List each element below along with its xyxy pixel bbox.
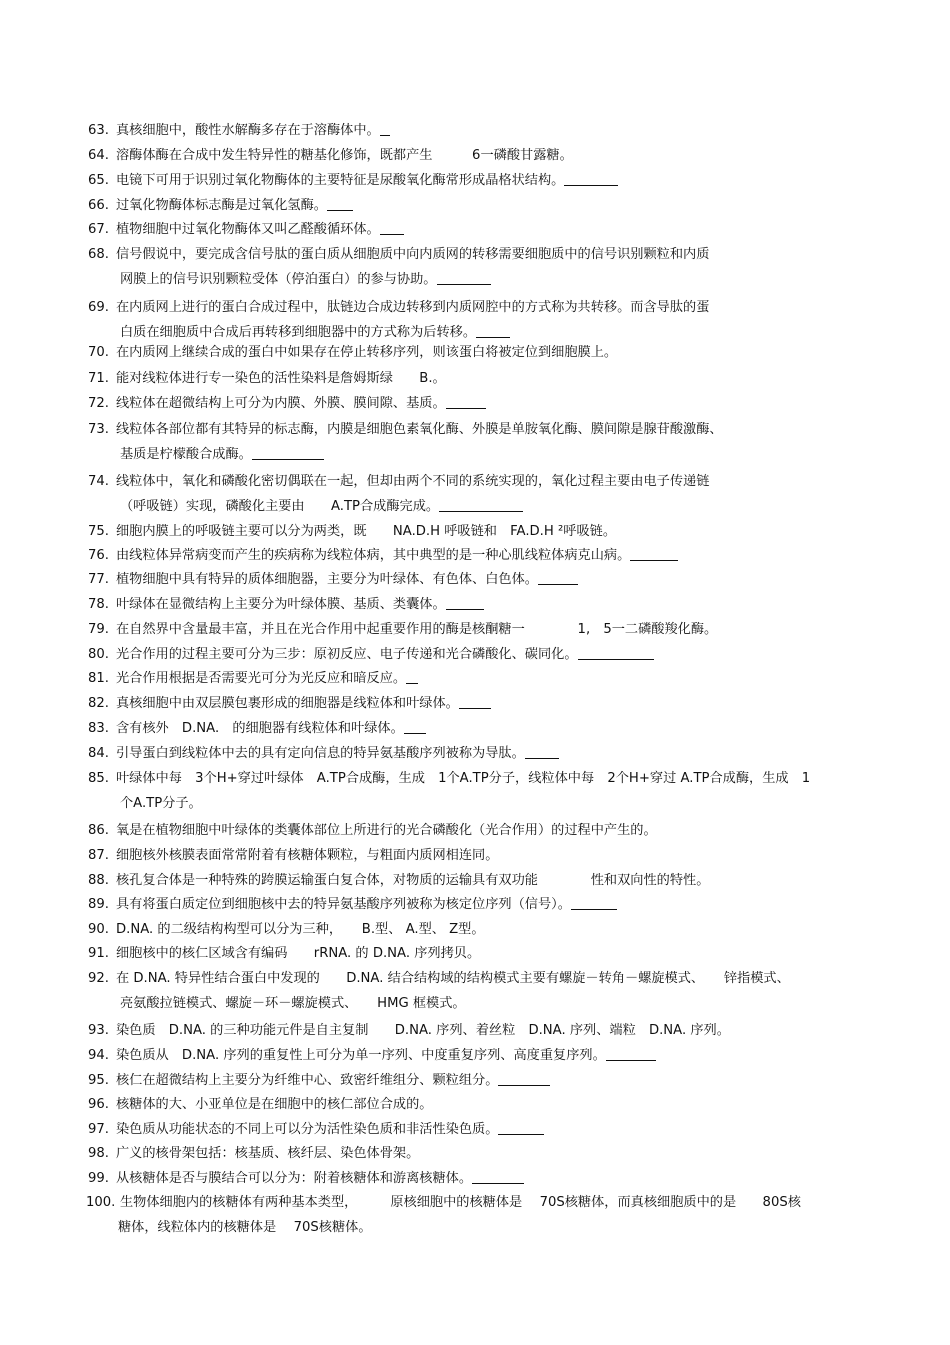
list-item <box>88 691 878 716</box>
item-text: 电镜下可用于识别过氧化物酶体的主要特征是尿酸氧化酶常形成晶格状结构。 <box>116 173 565 188</box>
item-number: 90. <box>88 922 109 937</box>
item-number: 95. <box>88 1073 109 1088</box>
list-item <box>88 340 878 365</box>
list-item <box>88 143 878 168</box>
item-text: 具有将蛋白质定位到细胞核中去的特异氨基酸序列被称为核定位序列（信号）。 <box>116 897 571 912</box>
item-text: 真核细胞中由双层膜包裹形成的细胞器是线粒体和叶绿体。 <box>116 696 459 711</box>
item-text: 生物体细胞内的核糖体有两种基本类型， 原核细胞中的核糖体是 70S核糖体，而真核细胞质中的是 80S核 <box>120 1195 801 1210</box>
item-number: 70. <box>88 345 109 360</box>
list-item <box>88 892 878 917</box>
item-text: 线粒体中，氧化和磷酸化密切偶联在一起，但却由两个不同的系统实现的，氧化过程主要由电子传递链 <box>116 474 710 489</box>
item-number: 73. <box>88 422 109 437</box>
list-item <box>88 716 878 741</box>
item-number: 88. <box>88 873 109 888</box>
item-text: 从核糖体是否与膜结合可以分为：附着核糖体和游离核糖体。 <box>116 1171 473 1186</box>
item-number: 100. <box>86 1195 116 1210</box>
item-text: 真核细胞中，酸性水解酶多存在于溶酶体中。 <box>116 123 380 138</box>
item-number: 79. <box>88 622 109 637</box>
list-item <box>88 1117 878 1142</box>
item-text: 核孔复合体是一种特殊的跨膜运输蛋白复合体，对物质的运输具有双功能 性和双向性的特性。 <box>116 873 710 888</box>
list-item <box>88 295 878 345</box>
item-text: 光合作用根据是否需要光可分为光反应和暗反应。 <box>116 671 407 686</box>
item-text-continued: 个A.TP分子。 <box>120 796 202 811</box>
list-item <box>88 118 878 143</box>
answer-underline <box>476 323 510 338</box>
list-item <box>88 193 878 218</box>
answer-underline <box>459 694 491 709</box>
list-item <box>86 1190 876 1240</box>
list-item <box>88 567 878 592</box>
list-item <box>88 966 878 1016</box>
list-item <box>88 818 878 843</box>
list-item <box>88 1068 878 1093</box>
answer-underline <box>578 645 654 660</box>
list-item <box>88 1092 878 1117</box>
item-number: 98. <box>88 1146 109 1161</box>
item-number: 89. <box>88 897 109 912</box>
item-number: 96. <box>88 1097 109 1112</box>
item-number: 87. <box>88 848 109 863</box>
answer-underline <box>446 394 486 409</box>
list-item <box>88 543 878 568</box>
item-text: 引导蛋白到线粒体中去的具有定向信息的特异氨基酸序列被称为导肽。 <box>116 746 525 761</box>
item-text: 由线粒体异常病变而产生的疾病称为线粒体病，其中典型的是一种心肌线粒体病克山病。 <box>116 548 631 563</box>
item-number: 93. <box>88 1023 109 1038</box>
list-item <box>88 168 878 193</box>
item-text: 在自然界中含量最丰富，并且在光合作用中起重要作用的酶是核酮糖一 1, 5一二磷酸羧化酶。 <box>116 622 718 637</box>
item-number: 64. <box>88 148 109 163</box>
item-text-continued: 网膜上的信号识别颗粒受体（停泊蛋白）的参与协助。 <box>88 267 878 292</box>
item-text: 溶酶体酶在合成中发生特异性的糖基化修饰，既都产生 6一磷酸甘露糖。 <box>116 148 573 163</box>
list-item <box>88 666 878 691</box>
item-text: 能对线粒体进行专一染色的活性染料是詹姆斯绿 B.。 <box>116 371 446 386</box>
list-item <box>88 391 878 416</box>
item-text: 染色质从功能状态的不同上可以分为活性染色质和非活性染色质。 <box>116 1122 499 1137</box>
list-item <box>88 868 878 893</box>
item-text-continued: 糖体，线粒体内的核糖体是 70S核糖体。 <box>118 1220 372 1235</box>
item-number: 81. <box>88 671 109 686</box>
item-number: 66. <box>88 198 109 213</box>
item-text: 核糖体的大、小亚单位是在细胞中的核仁部位合成的。 <box>116 1097 433 1112</box>
item-number: 99. <box>88 1171 109 1186</box>
item-text: 在内质网上进行的蛋白合成过程中，肽链边合成边转移到内质网腔中的方式称为共转移。而含导肽的蛋 <box>116 300 710 315</box>
item-number: 74. <box>88 474 109 489</box>
list-item <box>88 741 878 766</box>
answer-underline <box>406 669 418 684</box>
item-text: 植物细胞中过氧化物酶体又叫乙醛酸循环体。 <box>116 222 380 237</box>
answer-underline <box>498 1120 544 1135</box>
item-number: 71. <box>88 371 109 386</box>
answer-underline <box>404 719 426 734</box>
answer-underline <box>327 196 353 211</box>
list-item <box>88 242 878 292</box>
item-text: 氧是在植物细胞中叶绿体的类囊体部位上所进行的光合磷酸化（光合作用）的过程中产生的。 <box>116 823 657 838</box>
item-text: 染色质 D.NA. 的三种功能元件是自主复制 D.NA. 序列、着丝粒 D.NA. 序列、端粒 D.NA. 序列。 <box>116 1023 730 1038</box>
list-item <box>88 417 878 467</box>
answer-underline <box>380 121 390 136</box>
list-item <box>88 1018 878 1043</box>
answer-underline <box>630 546 678 561</box>
answer-underline <box>446 595 484 610</box>
item-text: 过氧化物酶体标志酶是过氧化氢酶。 <box>116 198 327 213</box>
item-text: 在 D.NA. 特异性结合蛋白中发现的 D.NA. 结合结构域的结构模式主要有螺旋－转角－螺旋模式、 锌指模式、 <box>116 971 790 986</box>
item-text: 光合作用的过程主要可分为三步：原初反应、电子传递和光合磷酸化、碳同化。 <box>116 647 578 662</box>
list-item <box>88 1141 878 1166</box>
item-number: 92. <box>88 971 109 986</box>
item-text: 细胞核中的核仁区域含有编码 rRNA. 的 D.NA. 序列拷贝。 <box>116 946 481 961</box>
item-number: 67. <box>88 222 109 237</box>
item-text: 叶绿体在显微结构上主要分为叶绿体膜、基质、类囊体。 <box>116 597 446 612</box>
item-text: 信号假说中，要完成含信号肽的蛋白质从细胞质中向内质网的转移需要细胞质中的信号识别颗粒和内质 <box>116 247 710 262</box>
item-number: 85. <box>88 771 109 786</box>
item-number: 69. <box>88 300 109 315</box>
list-item <box>88 1043 878 1068</box>
item-number: 83. <box>88 721 109 736</box>
item-number: 68. <box>88 247 109 262</box>
item-number: 76. <box>88 548 109 563</box>
item-number: 75. <box>88 524 109 539</box>
list-item <box>88 519 878 544</box>
answer-underline <box>252 445 324 460</box>
list-item <box>88 843 878 868</box>
item-text: 细胞内膜上的呼吸链主要可以分为两类，既 NA.D.H 呼吸链和 FA.D.H ²呼吸链。 <box>116 524 617 539</box>
list-item <box>88 1166 878 1191</box>
item-text: 核仁在超微结构上主要分为纤维中心、致密纤维组分、颗粒组分。 <box>116 1073 499 1088</box>
answer-underline <box>439 497 523 512</box>
item-number: 72. <box>88 396 109 411</box>
item-number: 82. <box>88 696 109 711</box>
item-text: 线粒体各部位都有其特异的标志酶，内膜是细胞色素氧化酶、外膜是单胺氧化酶、膜间隙是腺苷酸激酶、 <box>116 422 723 437</box>
answer-underline <box>525 744 559 759</box>
list-item <box>88 766 878 816</box>
item-number: 91. <box>88 946 109 961</box>
item-text: 含有核外 D.NA. 的细胞器有线粒体和叶绿体。 <box>116 721 404 736</box>
item-number: 78. <box>88 597 109 612</box>
item-text-continued: （呼吸链）实现，磷酸化主要由 A.TP合成酶完成。 <box>88 494 878 519</box>
answer-underline <box>472 1169 524 1184</box>
item-number: 80. <box>88 647 109 662</box>
item-text: 植物细胞中具有特异的质体细胞器，主要分为叶绿体、有色体、白色体。 <box>116 572 538 587</box>
item-text: 细胞核外核膜表面常常附着有核糖体颗粒，与粗面内质网相连同。 <box>116 848 499 863</box>
item-text-continued: 亮氨酸拉链模式、螺旋－环－螺旋模式、 HMG 框模式。 <box>120 996 466 1011</box>
answer-underline <box>498 1071 550 1086</box>
item-text: 在内质网上继续合成的蛋白中如果存在停止转移序列，则该蛋白将被定位到细胞膜上。 <box>116 345 618 360</box>
list-item <box>88 217 878 242</box>
answer-underline <box>571 895 617 910</box>
answer-underline <box>564 171 618 186</box>
list-item <box>88 469 878 519</box>
answer-underline <box>606 1046 656 1061</box>
item-number: 97. <box>88 1122 109 1137</box>
item-text-continued: 基质是柠檬酸合成酶。 <box>88 442 878 467</box>
list-item <box>88 366 878 391</box>
list-item <box>88 617 878 642</box>
item-text: 叶绿体中每 3个H+穿过叶绿体 A.TP合成酶，生成 1个A.TP分子，线粒体中每 2个H+穿过 A.TP合成酶，生成 1 <box>116 771 811 786</box>
item-number: 65. <box>88 173 109 188</box>
item-number: 63. <box>88 123 109 138</box>
item-text-continued: 白质在细胞质中合成后再转移到细胞器中的方式称为后转移。 <box>88 320 878 345</box>
answer-underline <box>538 570 578 585</box>
item-text: 线粒体在超微结构上可分为内膜、外膜、膜间隙、基质。 <box>116 396 446 411</box>
item-number: 77. <box>88 572 109 587</box>
item-number: 86. <box>88 823 109 838</box>
item-number: 84. <box>88 746 109 761</box>
list-item <box>88 917 878 942</box>
list-item <box>88 592 878 617</box>
answer-underline <box>380 220 404 235</box>
item-number: 94. <box>88 1048 109 1063</box>
item-text: 广义的核骨架包括：核基质、核纤层、染色体骨架。 <box>116 1146 420 1161</box>
answer-underline <box>437 270 491 285</box>
list-item <box>88 642 878 667</box>
item-text: D.NA. 的二级结构构型可以分为三种， B.型、 A.型、 Z型。 <box>116 922 485 937</box>
item-text: 染色质从 D.NA. 序列的重复性上可分为单一序列、中度重复序列、高度重复序列。 <box>116 1048 606 1063</box>
list-item <box>88 941 878 966</box>
